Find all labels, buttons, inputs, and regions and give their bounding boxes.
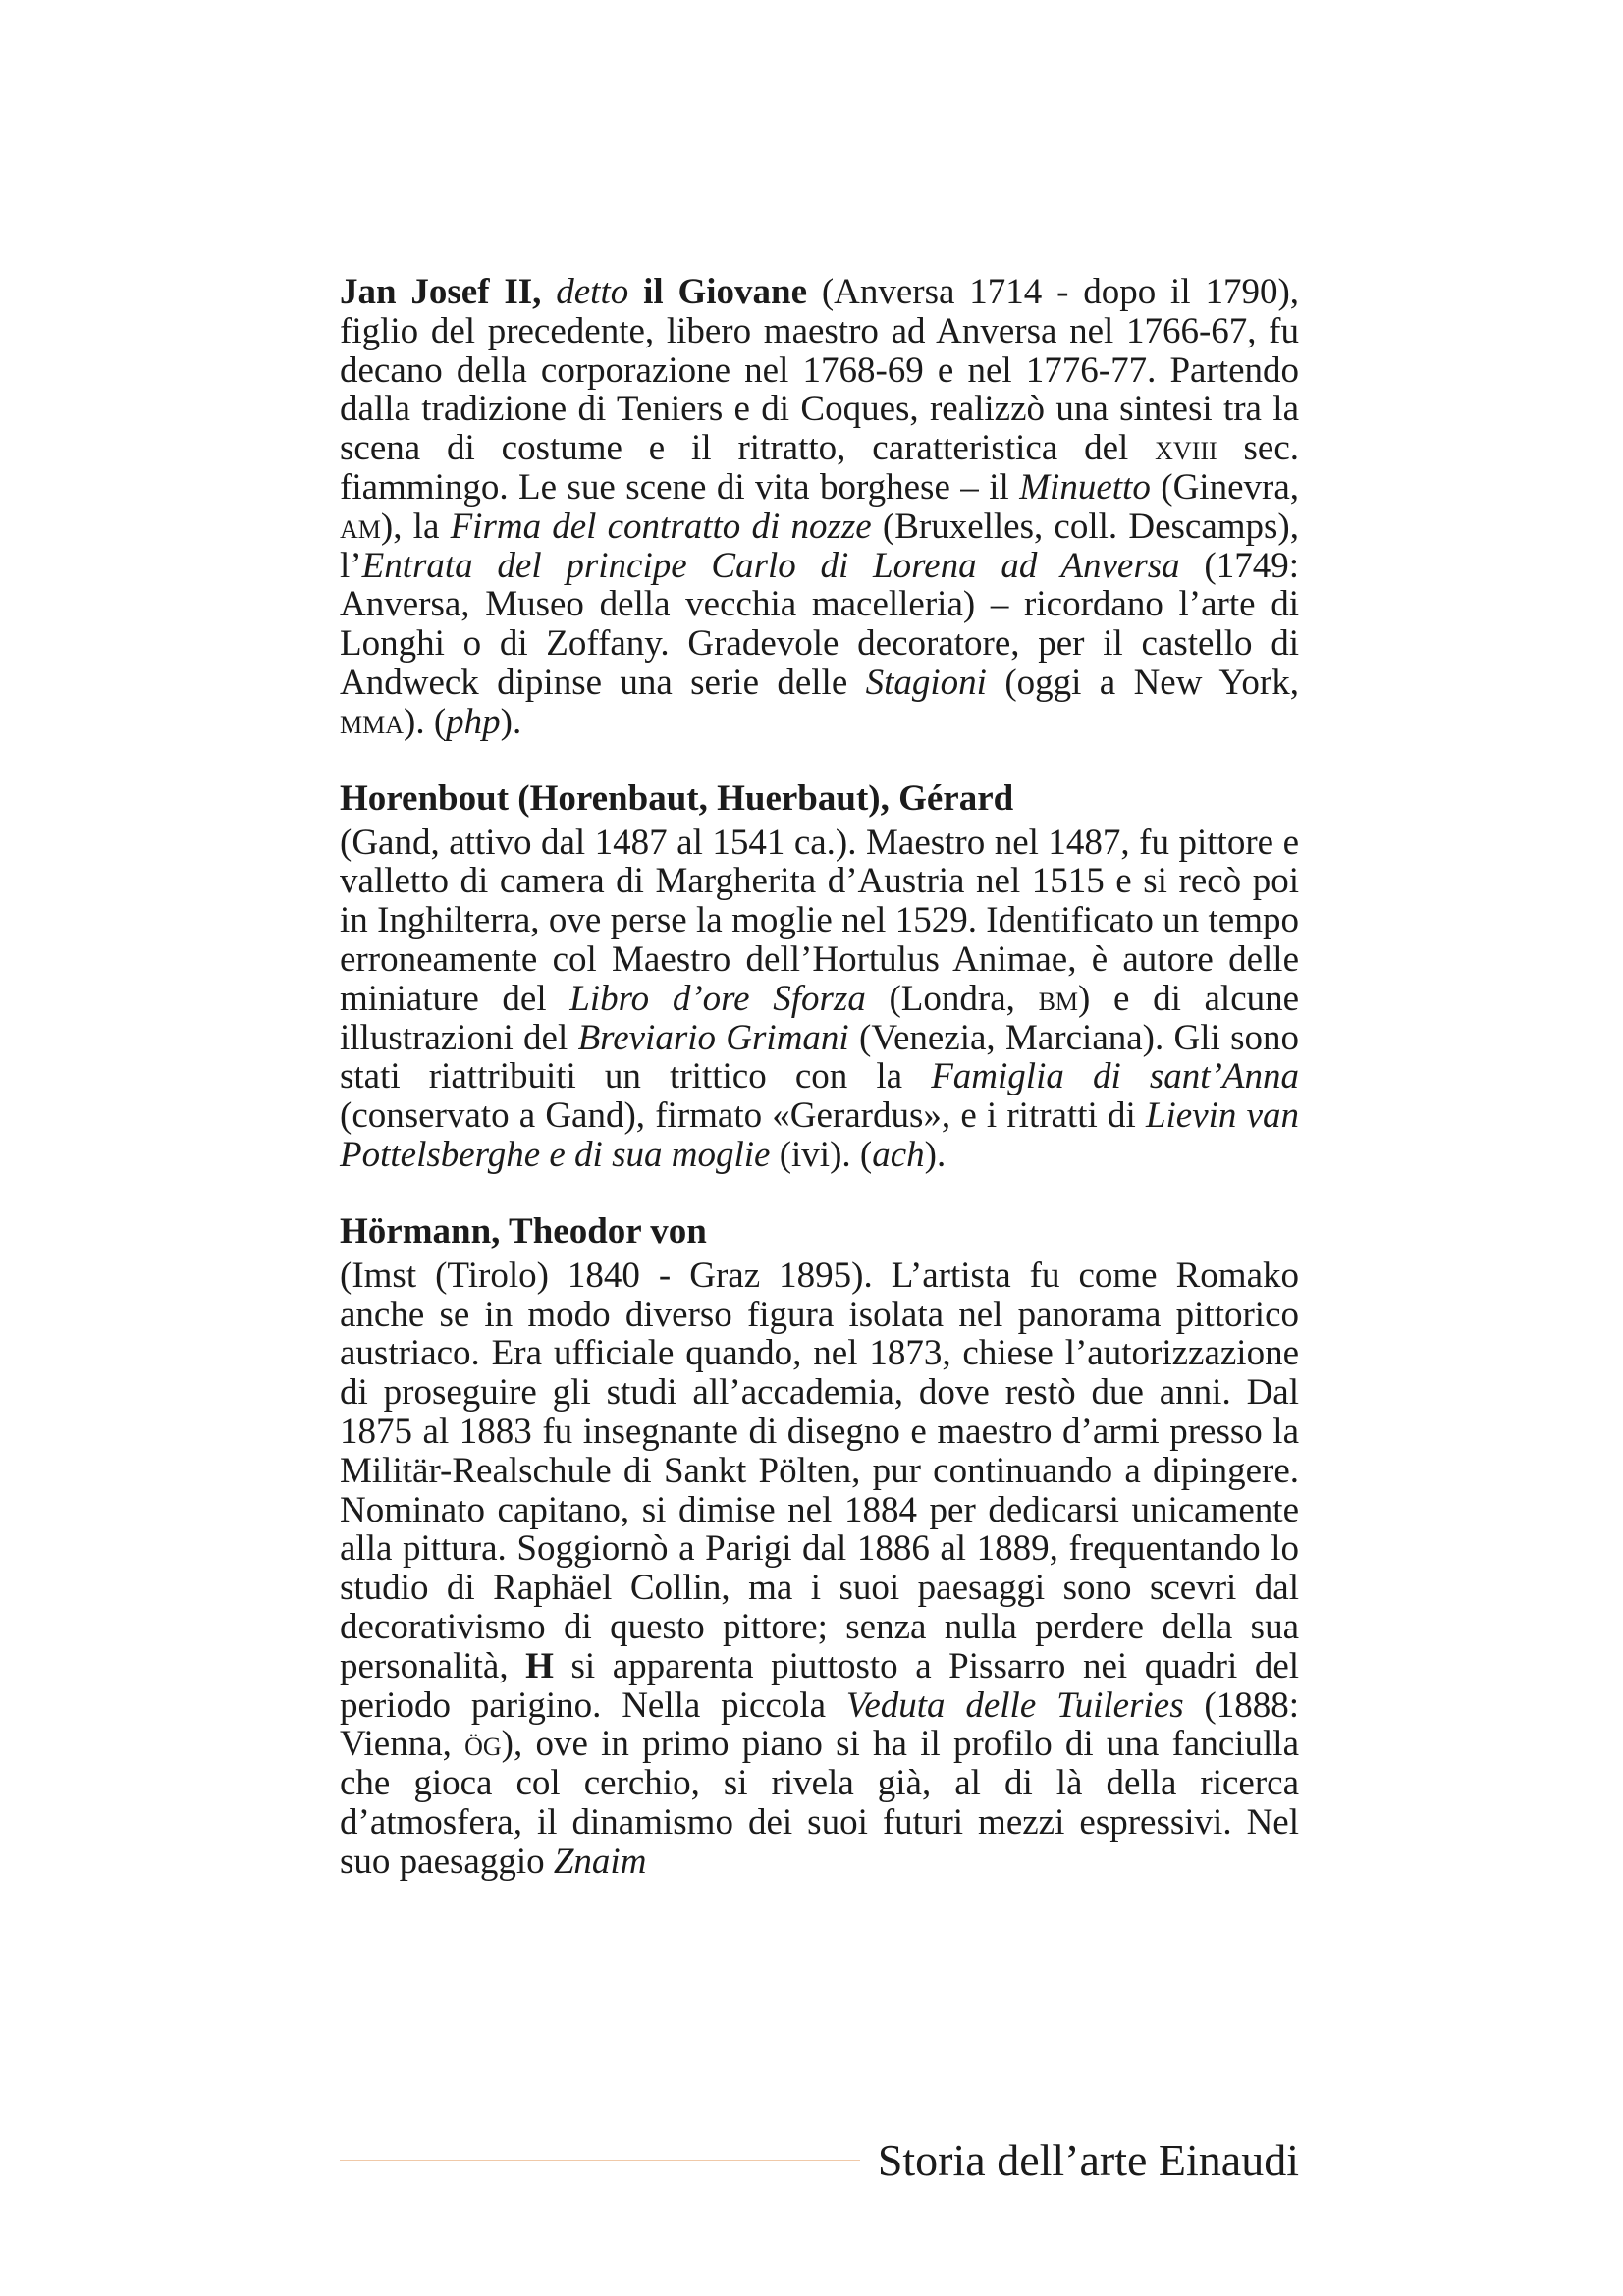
text-segment: (conservato a Gand), firmato «Gerardus», e i ritratti di	[340, 1095, 1136, 1137]
author-initials: ach	[872, 1134, 925, 1175]
epithet: il Giovane	[643, 272, 808, 312]
footer-title: Storia dell’arte Einaudi	[877, 2135, 1299, 2185]
entry-heading: Horenbout (Horenbaut, Huerbaut), Gérard	[340, 777, 1014, 819]
work-title: Lievin van Pottelsberghe e di sua moglie	[340, 1095, 1300, 1175]
text-segment: si apparenta piuttosto a Pissarro nei quadri del periodo parigino. Nella piccola	[340, 1645, 1300, 1726]
text-segment: (Gand, attivo dal 1487 al 1541 ca.). Maestro nel 1487, fu pittore e valletto di camera di Margherita d’Austria nel 1515 e si recò poi in Inghilterra, ove perse la moglie nel 1529. Identificato un tempo erroneamente col Maestro dell’Hortulus Animae, è autore delle miniature del	[340, 822, 1299, 1019]
work-title: Firma del contratto di nozze	[450, 506, 872, 547]
text-segment: (Londra,	[889, 978, 1015, 1019]
text-segment: ). (	[404, 701, 447, 742]
text-segment: (1888: Vienna,	[340, 1684, 1300, 1765]
text-segment: (ivi). (	[779, 1134, 873, 1175]
work-title: Znaim	[553, 1841, 647, 1882]
text-segment: ) e di alcune illustrazioni del	[340, 978, 1300, 1058]
entry-text	[340, 1256, 1299, 1882]
text-segment: (Bruxelles, coll. Descamps), l’	[340, 506, 1299, 586]
collection-abbreviation: mma	[340, 701, 405, 742]
text-segment: sec. fiammingo. Le sue scene di vita borghese – il	[340, 428, 1300, 507]
work-title: Breviario Grimani	[577, 1017, 849, 1058]
work-title: Veduta delle Tuileries	[845, 1684, 1184, 1726]
collection-abbreviation: ög	[464, 1724, 502, 1765]
text-segment: (1749: Anversa, Museo della vecchia macelleria) – ricordano l’arte di Longhi o di Zoffany. Gradevole decoratore, per il castello di Andweck dipinse una serie delle	[340, 545, 1299, 703]
entry-horenbout	[340, 779, 1299, 1175]
work-title: Famiglia di sant’Anna	[931, 1056, 1299, 1097]
footer-rule	[340, 2160, 860, 2161]
text-segment: ), la	[380, 506, 440, 547]
work-title: Stagioni	[865, 662, 987, 703]
entry-text	[340, 824, 1299, 1175]
collection-abbreviation: bm	[1038, 978, 1079, 1019]
text-segment: (oggi a New York,	[1004, 662, 1299, 703]
author-initials: php	[446, 701, 501, 742]
work-title: Entrata del principe Carlo di Lorena ad Anversa	[361, 545, 1180, 586]
artist-initial: H	[525, 1645, 554, 1686]
century: xviii	[1155, 428, 1217, 469]
entry-jan-josef-ii	[340, 273, 1299, 742]
entry-text	[340, 273, 1299, 742]
work-title: Minuetto	[1019, 466, 1151, 507]
epithet-prefix: detto	[556, 272, 629, 312]
page-body	[340, 273, 1299, 1881]
entry-name: Jan Josef II,	[340, 272, 542, 312]
work-title: Libro d’ore Sforza	[569, 978, 866, 1019]
text-segment: (Ginevra,	[1161, 466, 1300, 507]
entry-heading: Hörmann, Theodor von	[340, 1210, 707, 1252]
text-segment: (Venezia, Marciana). Gli sono stati riattribuiti un trittico con la	[340, 1017, 1300, 1097]
text-segment: (Anversa 1714 - dopo il 1790), figlio del precedente, libero maestro ad Anversa nel 1766-67, fu decano della corporazione nel 1768-69 e nel 1776-77. Partendo dalla tradizione di Teniers e di Coques, realizzò una sintesi tra la scena di costume e il ritratto, caratteristica del	[340, 272, 1300, 469]
text-segment: ).	[924, 1134, 947, 1175]
text-segment: ), ove in primo piano si ha il profilo di una fanciulla che gioca col cerchio, si rivela già, al di là della ricerca d’atmosfera, il dinamismo dei suoi futuri mezzi espressivi. Nel suo paesaggio	[340, 1724, 1299, 1882]
text-segment: (Imst (Tirolo) 1840 - Graz 1895). L’artista fu come Romako anche se in modo diverso figura isolata nel panorama pittorico austriaco. Era ufficiale quando, nel 1873, chiese l’autorizzazione di proseguire gli studi all’accademia, dove restò due anni. Dal 1875 al 1883 fu insegnante di disegno e maestro d’armi presso la Militär-Realschule di Sankt Pölten, pur continuando a dipingere. Nominato capitano, si dimise nel 1884 per dedicarsi unicamente alla pittura. Soggiornò a Parigi dal 1886 al 1889, frequentando lo studio di Raphäel Collin, ma i suoi paesaggi sono scevri dal decorativismo di questo pittore; senza nulla perdere della sua personalità,	[340, 1255, 1299, 1686]
collection-abbreviation: am	[340, 506, 381, 547]
entry-hormann	[340, 1212, 1299, 1882]
text-segment: ).	[500, 701, 522, 742]
